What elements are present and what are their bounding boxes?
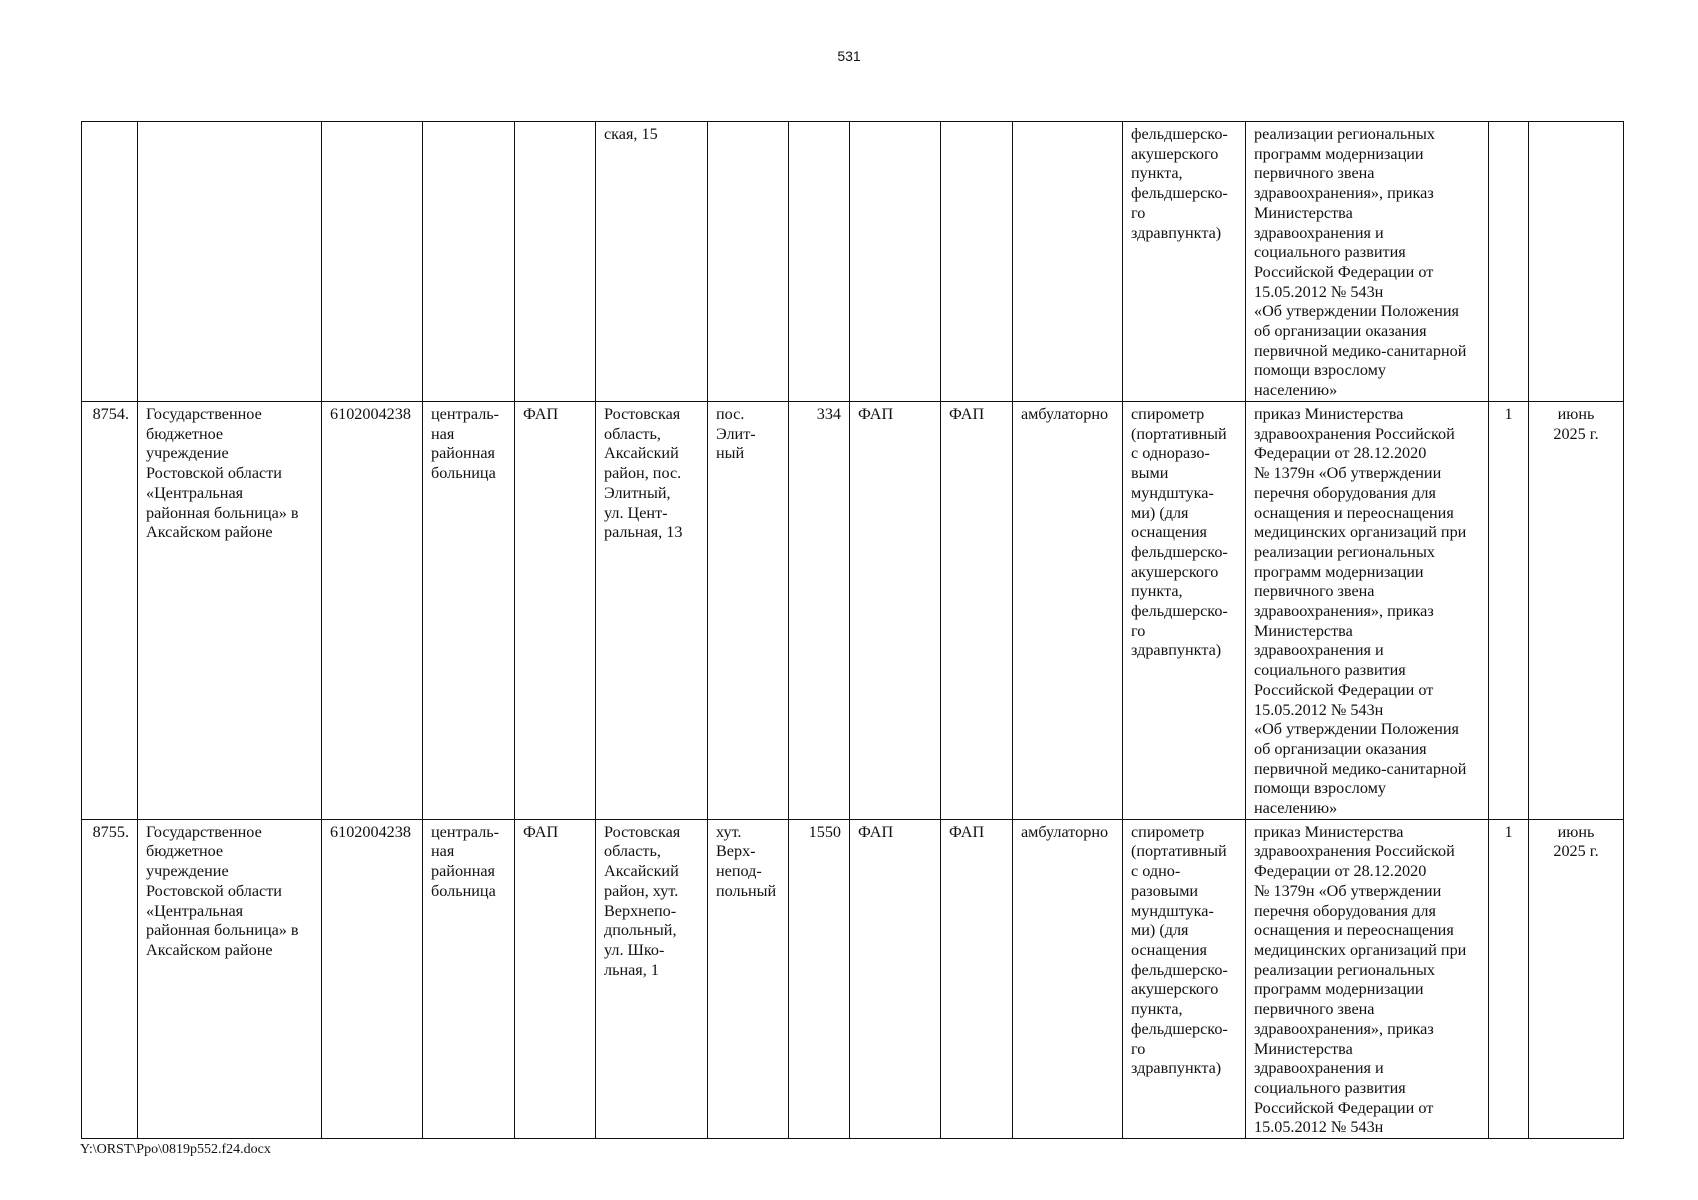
- date-cell: июнь 2025 г.: [1529, 402, 1624, 820]
- population-cell: 334: [789, 402, 850, 820]
- inn-cell: 6102004238: [322, 402, 423, 820]
- form-cell-2: [941, 122, 1013, 402]
- form-cell: ФАП: [850, 402, 941, 820]
- row-number-cell: 8755.: [82, 819, 138, 1138]
- basis-cell: приказ Министерства здравоохранения Российской Федерации от 28.12.2020 № 1379н «Об утверждении перечня оборудования для оснащения и переоснащения медицинских организаций при реализации региональных программ модернизации первичного звена здравоохранения», приказ Министерства здравоохранения и социального развития Российской Федерации от 15.05.2012 № 543н: [1246, 819, 1489, 1138]
- equipment-cell: спирометр (портативный с одно- разовыми мундштука- ми) (для оснащения фельдшерско- акушерского пункта, фельдшерско- го здравпункта): [1123, 819, 1246, 1138]
- row-number-cell: [82, 122, 138, 402]
- care-conditions-cell: амбулаторно: [1013, 402, 1123, 820]
- quantity-cell: 1: [1489, 819, 1529, 1138]
- settlement-cell: [708, 122, 789, 402]
- institution-type-cell: централь- ная районная больница: [423, 402, 515, 820]
- unit-cell: ФАП: [515, 402, 596, 820]
- institution-type-cell: централь- ная районная больница: [423, 819, 515, 1138]
- institution-cell: [138, 122, 322, 402]
- quantity-cell: [1489, 122, 1529, 402]
- form-cell-2: ФАП: [941, 402, 1013, 820]
- table-row: [82, 402, 1624, 820]
- care-conditions-cell: [1013, 122, 1123, 402]
- basis-cell: реализации региональных программ модернизации первичного звена здравоохранения», приказ Министерства здравоохранения и социального развития Российской Федерации от 15.05.2012 № 543н «Об утверждении Положения об организации оказания первичной медико-санитарной помощи взрослому населению»: [1246, 122, 1489, 402]
- equipment-cell: спирометр (портативный с одноразо- выми мундштука- ми) (для оснащения фельдшерско- акушерского пункта, фельдшерско- го здравпункта): [1123, 402, 1246, 820]
- equipment-cell: фельдшерско- акушерского пункта, фельдшерско- го здравпункта): [1123, 122, 1246, 402]
- inn-cell: [322, 122, 423, 402]
- population-cell: 1550: [789, 819, 850, 1138]
- row-number-cell: 8754.: [82, 402, 138, 820]
- settlement-cell: хут. Верх- непод- польный: [708, 819, 789, 1138]
- footer-file-path: Y:\ORST\Ppo\0819p552.f24.docx: [80, 1142, 271, 1157]
- address-cell: ская, 15: [596, 122, 708, 402]
- table-row: [82, 819, 1624, 1138]
- inn-cell: 6102004238: [322, 819, 423, 1138]
- date-cell: июнь 2025 г.: [1529, 819, 1624, 1138]
- basis-cell: приказ Министерства здравоохранения Российской Федерации от 28.12.2020 № 1379н «Об утверждении перечня оборудования для оснащения и переоснащения медицинских организаций при реализации региональных программ модернизации первичного звена здравоохранения», приказ Министерства здравоохранения и социального развития Российской Федерации от 15.05.2012 № 543н «Об утверждении Положения об организации оказания первичной медико-санитарной помощи взрослому населению»: [1246, 402, 1489, 820]
- form-cell-2: ФАП: [941, 819, 1013, 1138]
- page-number: 531: [837, 48, 861, 64]
- institution-cell: Государственное бюджетное учреждение Ростовской области «Центральная районная больница» в Аксайском районе: [138, 402, 322, 820]
- date-cell: [1529, 122, 1624, 402]
- table-row: [82, 122, 1624, 402]
- address-cell: Ростовская область, Аксайский район, пос. Элитный, ул. Цент- ральная, 13: [596, 402, 708, 820]
- equipment-table: [81, 121, 1624, 1139]
- institution-cell: Государственное бюджетное учреждение Ростовской области «Центральная районная больница» в Аксайском районе: [138, 819, 322, 1138]
- unit-cell: ФАП: [515, 819, 596, 1138]
- care-conditions-cell: амбулаторно: [1013, 819, 1123, 1138]
- quantity-cell: 1: [1489, 402, 1529, 820]
- unit-cell: [515, 122, 596, 402]
- form-cell: ФАП: [850, 819, 941, 1138]
- settlement-cell: пос. Элит- ный: [708, 402, 789, 820]
- address-cell: Ростовская область, Аксайский район, хут. Верхнепо- дпольный, ул. Шко- льная, 1: [596, 819, 708, 1138]
- institution-type-cell: [423, 122, 515, 402]
- population-cell: [789, 122, 850, 402]
- form-cell: [850, 122, 941, 402]
